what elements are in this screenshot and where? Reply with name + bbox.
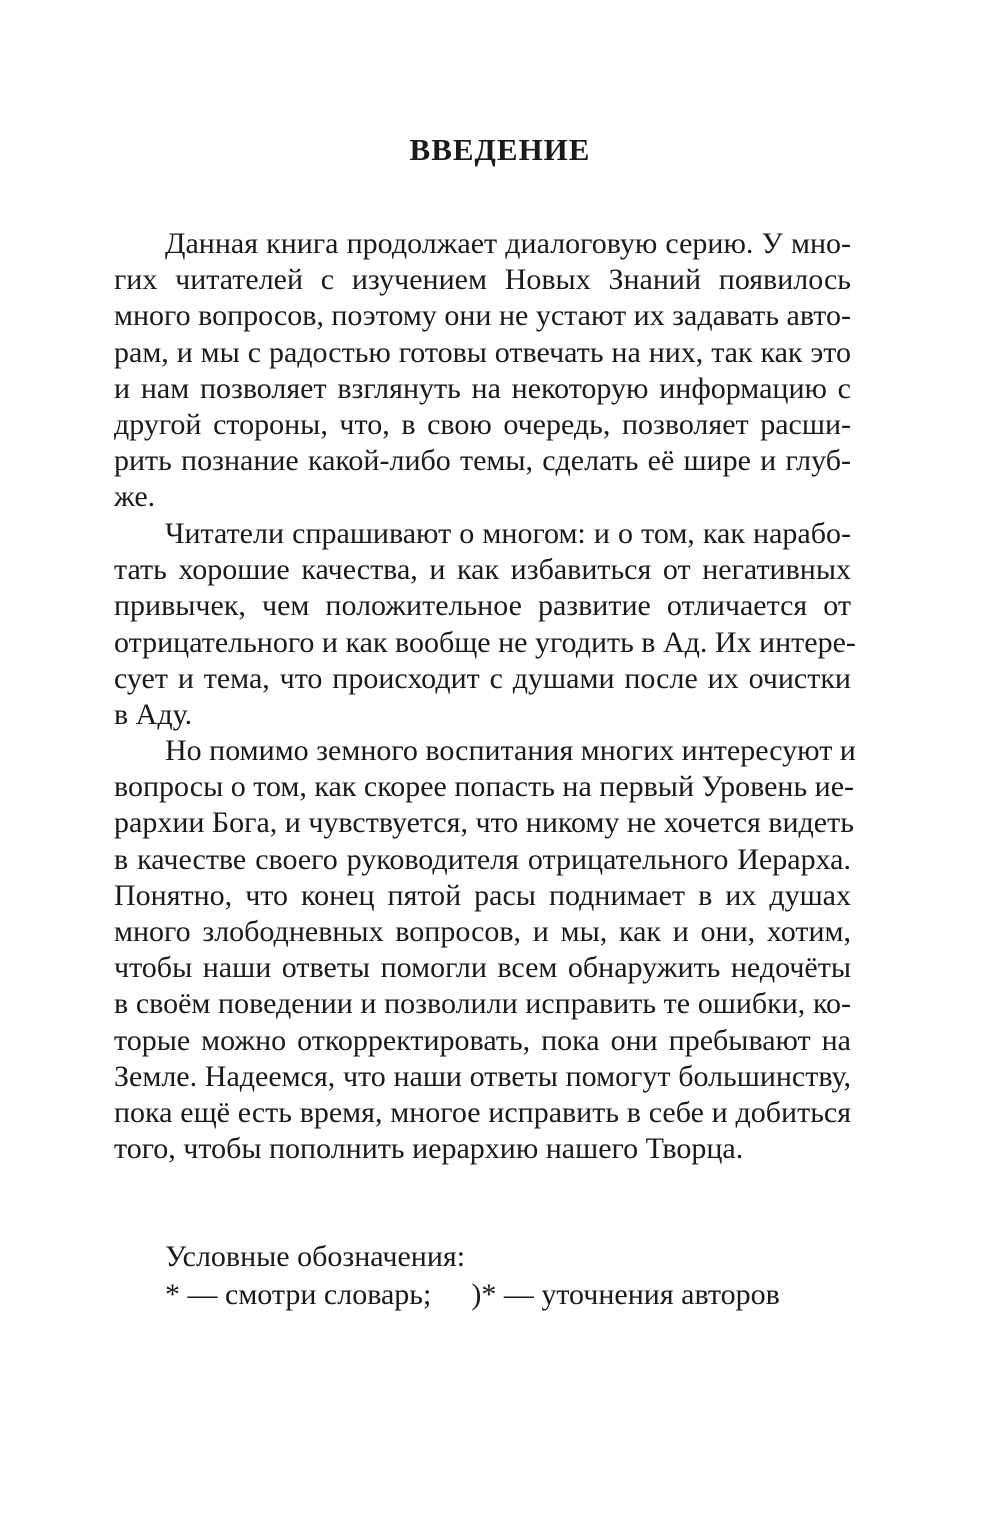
text-line: Данная книга продолжает диалоговую серию. У мно- <box>165 227 851 260</box>
text-line: привычек, чем положительное развитие отличается от <box>114 589 851 623</box>
text-line: отрицательного и как вообще не угодить в Ад. Их интере- <box>114 625 856 659</box>
legend-heading: Условные обозначения: <box>165 1240 466 1273</box>
text-line: того, чтобы пополнить иерархию нашего Творца. <box>114 1132 744 1166</box>
text-line: рить познание какой-либо темы, сделать её шире и глуб- <box>114 444 851 478</box>
paragraph-2 <box>114 516 856 733</box>
text-line: тать хорошие качества, и как избавиться от негативных <box>114 553 851 587</box>
text-line: в своём поведении и позволили исправить те ошибки, ко- <box>114 987 851 1021</box>
text-line: Читатели спрашивают о многом: и о том, как нарабо- <box>165 517 851 550</box>
legend-item-authors-notes: )* — уточнения авторов <box>471 1278 780 1311</box>
text-line: Земле. Надеемся, что наши ответы помогут большинству, <box>114 1059 851 1093</box>
text-line: много вопросов, поэтому они не устают их задавать авто- <box>114 299 851 333</box>
text-line: же. <box>114 480 156 514</box>
page-title: ВВЕДЕНИЕ <box>409 132 591 167</box>
legend-item-dictionary: * — смотри словарь; <box>165 1278 432 1311</box>
legend <box>165 1238 780 1314</box>
paragraph-3 <box>114 733 856 1167</box>
text-line: чтобы наши ответы помогли всем обнаружить недочёты <box>114 951 851 985</box>
legend-items <box>165 1276 780 1314</box>
text-line: Но помимо земного воспитания многих интересуют и <box>165 734 856 767</box>
text-line: торые можно откорректировать, пока они пребывают на <box>114 1023 851 1057</box>
text-line: рам, и мы с радостью готовы отвечать на них, так как это <box>114 335 851 369</box>
text-line: рархии Бога, и чувствуется, что никому не хочется видеть <box>114 806 854 840</box>
text-line: в Аду. <box>114 697 193 731</box>
text-line: другой стороны, что, в свою очередь, позволяет расши- <box>114 407 851 441</box>
text-line: вопросы о том, как скорее попасть на первый Уровень ие- <box>114 770 855 804</box>
paragraph-1 <box>114 226 851 516</box>
text-line: Понятно, что конец пятой расы поднимает в их душах <box>114 878 851 912</box>
text-line: пока ещё есть время, многое исправить в себе и добиться <box>114 1095 851 1129</box>
text-line: гих читателей с изучением Новых Знаний появилось <box>114 263 851 297</box>
text-line: много злободневных вопросов, и мы, как и они, хотим, <box>114 914 851 948</box>
text-line: в качестве своего руководителя отрицательного Иерарха. <box>114 842 851 876</box>
text-line: сует и тема, что происходит с душами после их очистки <box>114 661 851 695</box>
text-line: и нам позволяет взглянуть на некоторую информацию с <box>114 371 851 405</box>
